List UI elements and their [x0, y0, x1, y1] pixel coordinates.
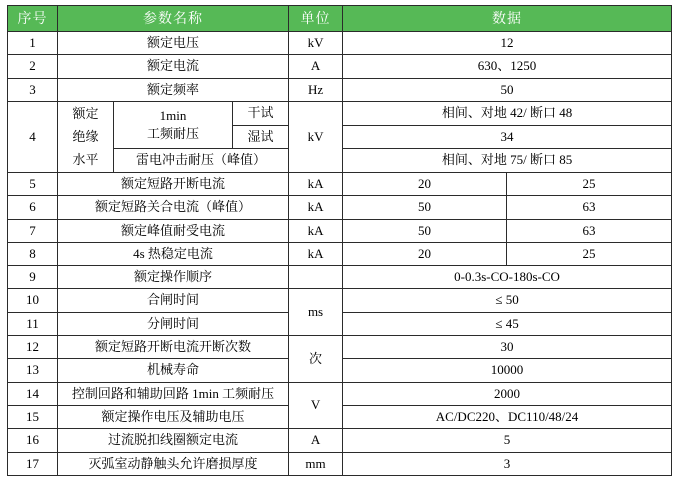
cell-r7-unit: kA: [289, 219, 343, 242]
table-row: [8, 55, 672, 78]
cell-r2-unit: A: [289, 55, 343, 78]
cell-r13-no: 13: [8, 359, 58, 382]
cell-r15-no: 15: [8, 406, 58, 429]
cell-r6-data2: 63: [507, 196, 672, 219]
cell-r4-power-freq-withstand: [114, 101, 233, 148]
cell-r16-param: 过流脱扣线圈额定电流: [58, 429, 289, 452]
table-row: [8, 32, 672, 55]
cell-r17-unit: mm: [289, 452, 343, 475]
cell-r4-dry-test: 干试: [233, 101, 289, 125]
cell-r2-no: 2: [8, 55, 58, 78]
cell-r7-data2: 63: [507, 219, 672, 242]
cell-r15-data: AC/DC220、DC110/48/24: [343, 406, 672, 429]
cell-r6-no: 6: [8, 196, 58, 219]
cell-r4-insulation-level: [58, 101, 114, 172]
table-row: [8, 266, 672, 289]
cell-r13-param: 机械寿命: [58, 359, 289, 382]
table-row: [8, 289, 672, 312]
header-cell-data: 数据: [343, 6, 672, 32]
cell-r5-data2: 25: [507, 172, 672, 195]
insulation-level-line: 绝缘: [72, 129, 99, 145]
cell-r12-unit: 次: [289, 336, 343, 383]
cell-r5-unit: kA: [289, 172, 343, 195]
cell-r12-no: 12: [8, 336, 58, 359]
table-row: [8, 382, 672, 405]
cell-r14-unit: V: [289, 382, 343, 429]
cell-r1-param: 额定电压: [58, 32, 289, 55]
cell-r16-data: 5: [343, 429, 672, 452]
cell-r5-no: 5: [8, 172, 58, 195]
table-row: [8, 219, 672, 242]
cell-r1-no: 1: [8, 32, 58, 55]
cell-r7-param: 额定峰值耐受电流: [58, 219, 289, 242]
cell-r8-data2: 25: [507, 242, 672, 265]
header-cell-no: 序号: [8, 6, 58, 32]
cell-r17-param: 灭弧室动静触头允许磨损厚度: [58, 452, 289, 475]
cell-r6-param: 额定短路关合电流（峰值）: [58, 196, 289, 219]
cell-r14-data: 2000: [343, 382, 672, 405]
cell-r10-unit: ms: [289, 289, 343, 336]
cell-r7-data1: 50: [343, 219, 507, 242]
cell-r9-data: 0-0.3s-CO-180s-CO: [343, 266, 672, 289]
cell-r15-param: 额定操作电压及辅助电压: [58, 406, 289, 429]
cell-r8-no: 8: [8, 242, 58, 265]
cell-r1-data: 12: [343, 32, 672, 55]
table-row: [8, 452, 672, 475]
power-freq-line: 工频耐压: [146, 126, 199, 142]
cell-r4-unit: kV: [289, 101, 343, 172]
cell-r9-no: 9: [8, 266, 58, 289]
cell-r6-unit: kA: [289, 196, 343, 219]
header-cell-param: 参数名称: [58, 6, 289, 32]
cell-r12-param: 额定短路开断电流开断次数: [58, 336, 289, 359]
spec-table: [7, 5, 672, 476]
table-row: [8, 429, 672, 452]
cell-r3-data: 50: [343, 78, 672, 101]
cell-r3-unit: Hz: [289, 78, 343, 101]
cell-r4-no: 4: [8, 101, 58, 172]
cell-r6-data1: 50: [343, 196, 507, 219]
cell-r5-param: 额定短路开断电流: [58, 172, 289, 195]
cell-r5-data1: 20: [343, 172, 507, 195]
cell-r4-wet-test: 湿试: [233, 125, 289, 149]
cell-r3-no: 3: [8, 78, 58, 101]
header-cell-unit: 单位: [289, 6, 343, 32]
cell-r14-param: 控制回路和辅助回路 1min 工频耐压: [58, 382, 289, 405]
cell-r14-no: 14: [8, 382, 58, 405]
cell-r9-unit: [289, 266, 343, 289]
cell-r11-data: ≤ 45: [343, 312, 672, 335]
cell-r7-no: 7: [8, 219, 58, 242]
cell-r10-param: 合闸时间: [58, 289, 289, 312]
cell-r16-no: 16: [8, 429, 58, 452]
cell-r8-unit: kA: [289, 242, 343, 265]
insulation-level-line: 额定: [72, 106, 99, 122]
table-row: [8, 196, 672, 219]
cell-r4-data-dry: 相间、对地 42/ 断口 48: [343, 101, 672, 125]
table-row: [8, 336, 672, 359]
cell-r17-no: 17: [8, 452, 58, 475]
cell-r1-unit: kV: [289, 32, 343, 55]
cell-r4-data-lightning: 相间、对地 75/ 断口 85: [343, 149, 672, 173]
cell-r17-data: 3: [343, 452, 672, 475]
cell-r4-lightning-impulse: 雷电冲击耐压（峰值）: [114, 149, 289, 173]
table-row: [8, 101, 672, 125]
cell-r2-data: 630、1250: [343, 55, 672, 78]
cell-r11-param: 分闸时间: [58, 312, 289, 335]
header-row: [8, 6, 672, 32]
cell-r9-param: 额定操作顺序: [58, 266, 289, 289]
insulation-level-line: 水平: [72, 152, 99, 168]
table-row: [8, 172, 672, 195]
cell-r2-param: 额定电流: [58, 55, 289, 78]
cell-r11-no: 11: [8, 312, 58, 335]
cell-r8-param: 4s 热稳定电流: [58, 242, 289, 265]
cell-r8-data1: 20: [343, 242, 507, 265]
table-row: [8, 242, 672, 265]
cell-r3-param: 额定频率: [58, 78, 289, 101]
cell-r13-data: 10000: [343, 359, 672, 382]
cell-r16-unit: A: [289, 429, 343, 452]
cell-r10-no: 10: [8, 289, 58, 312]
cell-r12-data: 30: [343, 336, 672, 359]
power-freq-line: 1min: [159, 108, 187, 124]
cell-r10-data: ≤ 50: [343, 289, 672, 312]
table-row: [8, 78, 672, 101]
cell-r4-data-wet: 34: [343, 125, 672, 149]
